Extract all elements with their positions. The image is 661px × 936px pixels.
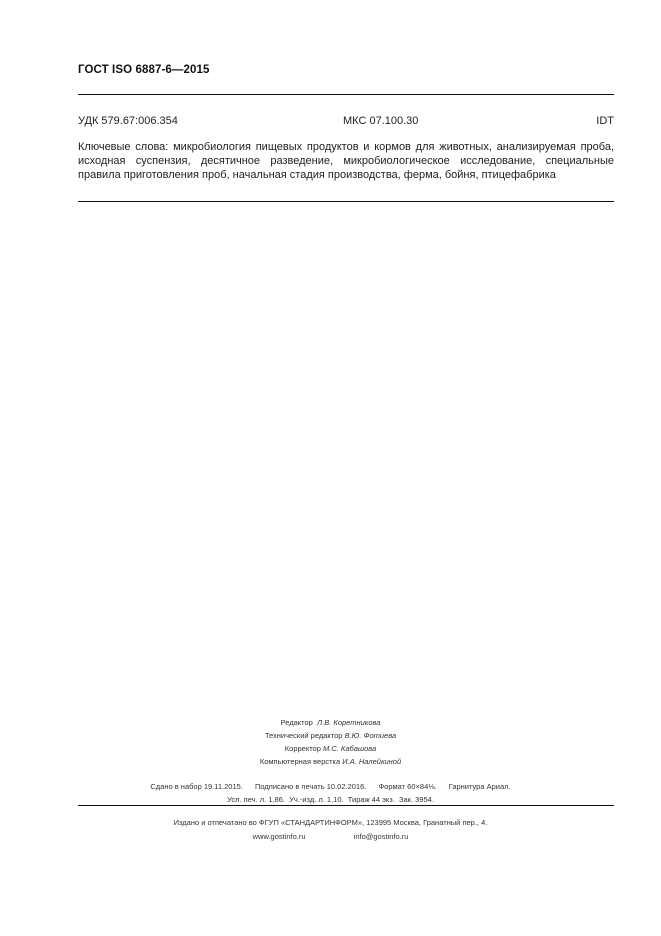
printer-contacts: [0, 830, 661, 844]
standard-title: ГОСТ ISO 6887-6—2015: [78, 64, 210, 76]
keywords-divider: [78, 201, 614, 202]
website-link[interactable]: www.gostinfo.ru: [252, 832, 306, 841]
publication-line-2: Усл. печ. л. 1,86. Уч.-изд. л. 1,10. Тираж 44 экз. Зак. 3954.: [227, 795, 434, 804]
publication-line-1: Сдано в набор 19.11.2015. Подписано в печать 10.02.2016. Формат 60×84⅛. Гарнитура Ариал.: [150, 782, 511, 791]
keywords-paragraph: Ключевые слова: микробиология пищевых продуктов и кормов для животных, анализируемая проба, исходная суспензия, десятичное разведение, микробиологическое исследование, специальные правила приготовления проб, начальная стадия производства, ферма, бойня, птицефабрика: [78, 141, 614, 181]
credit-name: Л.В. Коретникова: [317, 718, 381, 727]
equivalence-degree: IDT: [596, 115, 614, 127]
printer-address: Издано и отпечатано во ФГУП «СТАНДАРТИНФОРМ», 123995 Москва, Гранатный пер., 4.: [173, 818, 488, 827]
mks-code: МКС 07.100.30: [343, 115, 419, 127]
header-divider: [78, 94, 614, 95]
credit-name: И.А. Налейкиной: [342, 757, 402, 766]
printer-info: [0, 816, 661, 844]
email-link[interactable]: info@gostinfo.ru: [353, 832, 409, 841]
credit-tech-editor: Технический редактор В.Ю. Фотиева: [264, 731, 397, 740]
credit-name: М.С. Кабашова: [323, 744, 377, 753]
credit-editor: Редактор Л.В. Коретникова: [280, 718, 381, 727]
publication-info: [0, 780, 661, 806]
udk-code: УДК 579.67:006.354: [78, 115, 178, 127]
footer-divider: [78, 805, 614, 806]
credits-block: [0, 716, 661, 768]
credit-layout: Компьютерная верстка И.А. Налейкиной: [259, 757, 402, 766]
credit-corrector: Корректор М.С. Кабашова: [284, 744, 377, 753]
credit-name: В.Ю. Фотиева: [344, 731, 397, 740]
